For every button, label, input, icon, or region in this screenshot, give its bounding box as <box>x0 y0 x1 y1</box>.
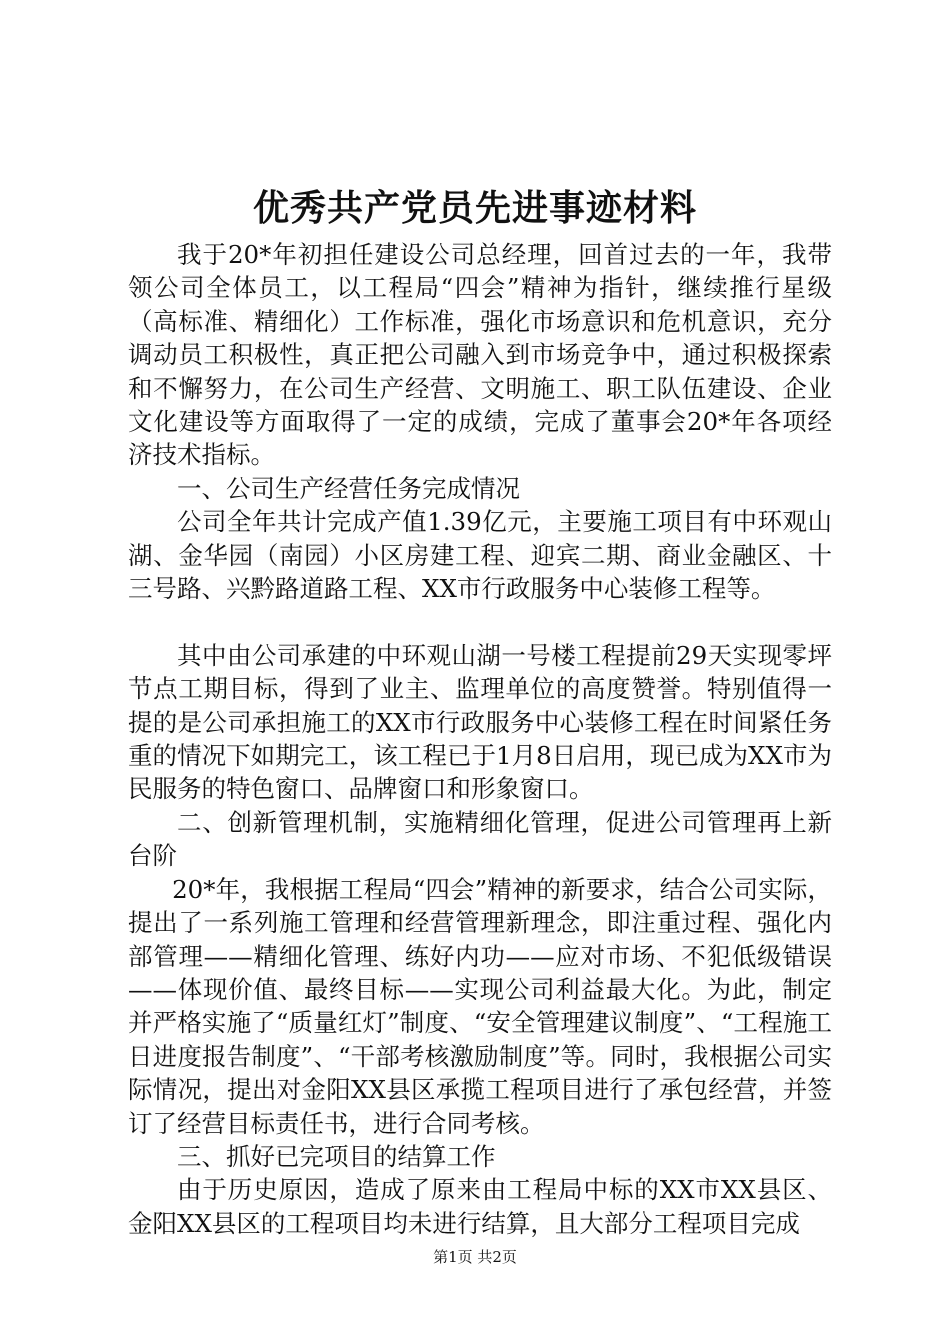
paragraph-settlement: 由于历史原因，造成了原来由工程局中标的XX市XX县区、金阳XX县区的工程项目均未进行结算，且大部分工程项目完成 <box>128 1175 832 1238</box>
document-body <box>128 238 832 1240</box>
paragraph-output: 公司全年共计完成产值1.39亿元，主要施工项目有中环观山湖、金华园（南园）小区房建工程、迎宾二期、商业金融区、十三号路、兴黔路道路工程、XX市行政服务中心装修工程等。 <box>128 507 832 604</box>
section-heading-1: 一、公司生产经营任务完成情况 <box>177 473 520 503</box>
paragraph-intro: 我于20*年初担任建设公司总经理，回首过去的一年，我带领公司全体员工，以工程局“四会”精神为指针，继续推行星级（高标准、精细化）工作标准，强化市场意识和危机意识，充分调动员工积极性，真正把公司融入到市场竞争中，通过积极探索和不懈努力，在公司生产经营、文明施工、职工队伍建设、企业文化建设等方面取得了一定的成绩，完成了董事会20*年各项经济技术指标。 <box>128 240 832 470</box>
section-heading-2: 二、创新管理机制，实施精细化管理，促进公司管理再上新台阶 <box>128 807 832 871</box>
paragraph-management: 20*年，我根据工程局“四会”精神的新要求，结合公司实际，提出了一系列施工管理和经营管理新理念，即注重过程、强化内部管理——精细化管理、练好内功——应对市场、不犯低级错误——体现价值、最终目标——实现公司利益最大化。为此，制定并严格实施了“质量红灯”制度、“安全管理建议制度”、“工程施工日进度报告制度”、“干部考核激励制度”等。同时，我根据公司实际情况，提出对金阳XX县区承揽工程项目进行了承包经营，并签订了经营目标责任书，进行合同考核。 <box>128 874 832 1138</box>
page-footer: 第1页 共2页 <box>433 1248 517 1266</box>
section-heading-3: 三、抓好已完项目的结算工作 <box>177 1141 496 1171</box>
document-title: 优秀共产党员先进事迹材料 <box>252 187 697 229</box>
paragraph-spacer <box>128 605 832 638</box>
paragraph-projects: 其中由公司承建的中环观山湖一号楼工程提前29天实现零坪节点工期目标，得到了业主、监理单位的高度赞誉。特别值得一提的是公司承担施工的XX市行政服务中心装修工程在时间紧任务重的情况下如期完工，该工程已于1月8日启用，现已成为XX市为民服务的特色窗口、品牌窗口和形象窗口。 <box>128 640 832 804</box>
